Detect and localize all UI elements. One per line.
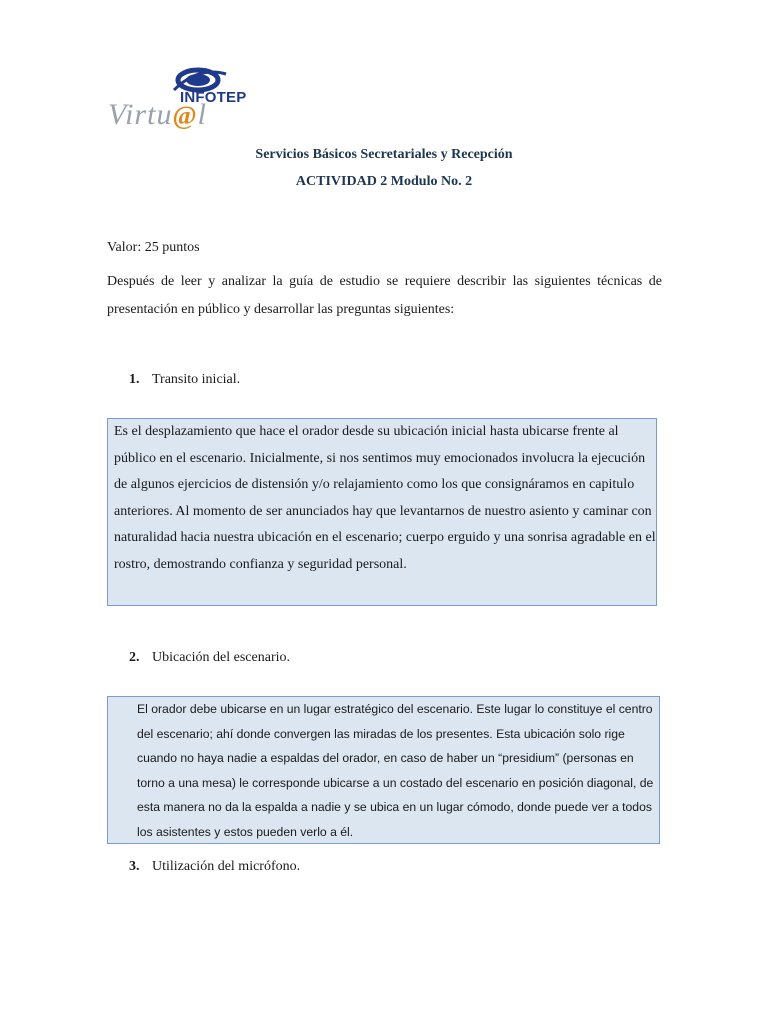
answer-text: El orador debe ubicarse en un lugar estratégico del escenario. Este lugar lo constituye el centro del escenario; ahí donde convergen las miradas de los presentes. Esta ubicación solo rige cuando no haya nadie a espaldas del orador, en caso de haber un “presidium” (personas en torno a una mesa) le corresponde ubicarse a un costado del escenario en posición diagonal, de esta manera no da la espalda a nadie y se ubica en un lugar cómodo, donde puede ver a todos los asistentes y estos pueden verlo a él. — [137, 702, 654, 839]
question-number: 1. — [129, 372, 140, 387]
question-3 — [129, 859, 300, 875]
answer-box-1 — [107, 418, 657, 606]
answer-box-2 — [107, 696, 660, 844]
infotep-virtual-logo — [106, 60, 247, 132]
question-number: 3. — [129, 859, 140, 874]
question-title: Utilización del micrófono. — [152, 859, 301, 874]
question-1 — [129, 372, 240, 388]
logo-script: Virtu@l — [108, 98, 207, 131]
question-title: Transito inicial. — [152, 372, 241, 387]
intro-paragraph: Después de leer y analizar la guía de estudio se requiere describir las siguientes técnicas de presentación en público y desarrollar las preguntas siguientes: — [107, 274, 662, 317]
document-subtitle: ACTIVIDAD 2 Modulo No. 2 — [295, 174, 473, 189]
logo-wordmark: INFOTEP — [180, 89, 247, 106]
question-title: Ubicación del escenario. — [152, 650, 290, 665]
question-number: 2. — [129, 650, 140, 665]
document-title: Servicios Básicos Secretariales y Recepción — [255, 147, 513, 162]
question-2 — [129, 650, 290, 666]
answer-text: Es el desplazamiento que hace el orador desde su ubicación inicial hasta ubicarse frente al público en el escenario. Inicialmente, si nos sentimos muy emocionados involucra la ejecución de algunos ejercicios de distensión y/o relajamiento como los que consignáramos en capitulo anteriores. Al momento de ser anunciados hay que levantarnos de nuestro asiento y caminar con naturalidad hacia nuestra ubicación en el escenario; cuerpo erguido y una sonrisa agradable en el rostro, demostrando confianza y seguridad personal. — [114, 424, 656, 572]
valor-line: Valor: 25 puntos — [107, 240, 200, 255]
